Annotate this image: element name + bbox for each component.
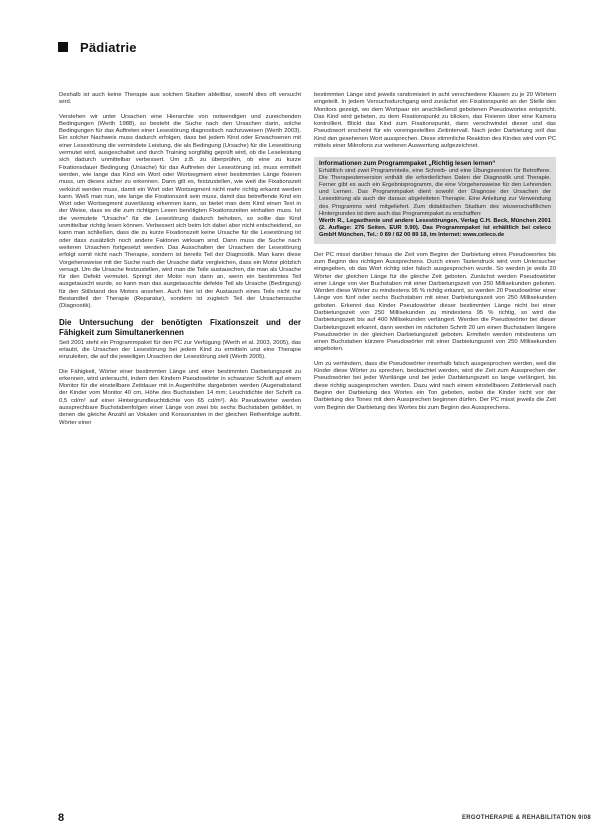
section-heading: Die Untersuchung der benötigten Fixationszeit und der Fähigkeit zum Simultanerkennen	[59, 317, 301, 337]
page-header	[58, 40, 137, 54]
journal-footer: ERGOTHERAPIE & REHABILITATION 9/08	[462, 815, 591, 821]
right-column	[314, 92, 556, 419]
right-paragraph: Um zu verhindern, dass die Pseudowörter innerhalb falsch ausgesprochen werden, weil die Kinder diese Wörter zu sprechen, beobachtet werden, wird die Zeit zum Aussprechen der Pseudowörter bei jeder Wortlänge und bei jeder Darbietungszeit so lange verlängert, bis diese richtig ausgesprochen werden. Dazu wird nach einem einstellbaren Zeitintervall nach Beginn der Darbietung des Wortes ein Ton geboten, wobei die Kinder nicht vor der Darbietung des Tones mit dem Aussprechen beginnen dürfen. Der PC misst jeweils die Zeit vom Beginn der Darbietung des Wortes bis zum Beginn des Aussprechens.	[314, 360, 556, 411]
info-box-title: Informationen zum Programmpaket „Richtig lesen lernen“	[319, 160, 496, 168]
left-paragraph: Die Fähigkeit, Wörter einer bestimmten Länge und einer bestimmten Darbietungszeit zu erkennen, wird untersucht, indem den Kindern Pseudowörter in schwarzer Schrift auf einem Monitor für die einstellbare Zeitdauer mit in Augenhöhe dargeboten werden (Augenabstand der Kinder vom Monitor 40 cm, Höhe des Buchstaben 14 mm; Leuchtdichte der Schrift ca 0,5 cd/m² auf einer Hintergrundleuchtdichte von 65 cd/m²). Als Pseudowörter werden aussprechbare Buchstabenfolgen einer Länge von zwei bis sechs Buchstaben gebildet, in denen die gleiche Anzahl an Vokalen und Konsonanten in der gleichen Reihenfolge auftritt. Wörter einer	[59, 368, 301, 426]
right-paragraph: bestimmten Länge sind jeweils randomisiert in acht verschiedene Klassen zu je 20 Wörtern eingeteilt. In jedem Versuchsdurchgang wird zunächst ein Fixationspunkt an der Stelle des Monitors gezeigt, wo dem Wortpaar ein anschließend gebotenen Pseudowortes entspricht. Das Kind wird gebeten, zu dem Fixationspunkt zu blicken, das Fixieren über eine Kamera kontrolliert. Blickt das Kind zum Fixationspunkt, dann verschwindet dieser und das Pseudowort erscheint für ein voreingestelltes Zeitintervall. Nach jeder Darbietung soll das Kind den gesehenen Wort aussprechen. Diese stimmliche Reaktion des Kindes wird vom PC mittels einer Mikrofons zur weiteren Auswertung aufgezeichnet.	[314, 92, 556, 150]
left-column	[59, 92, 301, 434]
left-paragraph: Deshalb ist auch keine Therapie aus solchen Studien ableitbar, sowohl dies oft versucht wird.	[59, 92, 301, 106]
section-title: Pädiatrie	[80, 39, 137, 55]
section-marker-square	[58, 42, 68, 52]
right-paragraph: Der PC misst darüber hinaus die Zeit vom Beginn der Darbietung eines Pseudowortes bis zum Beginn des richtigen Aussprechens. Durch einen Tastendruck wird vom Untersucher eingegeben, ob das Wort richtig oder falsch ausgesprochen wurde. So werden je weils 20 Wörter der gleichen Länge für die gleiche Zeit geboten. Zunächst werden Pseudowörter einer Länge von vier Buchstaben mit einer Darbietungszeit von 250 Millisekunden geboten. Werden diese Wörter zu mindestens 95 % richtig erkannt, so werden 20 Pseudowörter einer Länge von fünf oder sechs Buchstaben mit einer Darbietungszeit von 250 Millisekunden geboten. Erkennt das Kinder Pseudowörter dieser bestimmten Länge nicht bei einer Darbietungszeit von 250 Millisekunden zu mindestens 95 % richtig, so wird die Darbietungszeit bis auf 400 Millisekunden verlängert. Werden die Pseudowörter bei dieser Darbietungszeit erkannt, dann werden im nächsten Schritt 20 um einen Buchstaben längere Pseudowörter in der gleichen Darbietungszeit geboten. Ermitteln werden mindestens um einen Buchstaben kürzere Pseudowörter mit einer Darbietungszeit von 250 Millisekunden angeboten.	[314, 251, 556, 353]
left-paragraph: Seit 2001 steht ein Programmpaket für den PC zur Verfügung (Werth et al. 2003, 2005), das erlaubt, die Ursachen der Lesestörung bei jedem Kind zu ermitteln und eine Therapie einzuleiten, die auf die jeweiligen Ursachen der Lesestörung zielt (Werth 2005).	[59, 339, 301, 361]
info-box-body: Erhältlich sind zwei Programmteile, eine Schreib- und eine Übungsversion für Betroffene. Die Therapeutenversion enthält die erforderlichen Daten der Diagnostik und Therapie. Ferner gibt es auch ein Ergebnisprogramm, die eine Vorgehensweise für den Lehrenden und Lernen. Das Programmpaket dient sowohl der Diagnose der Ursachen der Lesestörung als auch der daraus abgeleiteten Therapie. Eine Anleitung zur Verwendung des Programms wird mitgeliefert. Zum didaktischen Studium des wissenschaftlichen Hintergrundes ist dem auch das Programmpaket zu erschaffen:	[319, 167, 551, 217]
info-box	[314, 157, 556, 243]
left-paragraph: Verstehen wir unter Ursachen eine Hierarchie von notwendigen und zureichenden Bedingungen (Werth 1988), so besteht die Suche nach den Ursachen darin, solche Bedingungen für das Auftreten einer Lesestörung diagnostisch nachzuweisen (Werth 2003). Ein solcher Nachweis muss dadurch erfolgen, dass bei jedem Kind oder Erwachsenen mit einer Lesestörung die vermindete Leistung, die als Bedingung (Ursache) für die Lesestörung vermutet wird, ausgeschaltet und durch Training sorgfältig geprüft wird, ob die Leseleistung sich dadurch unmittelbar verbessert. Um z.B. zu überprüfen, ob eine zu kurze Fixationsdauer Bedingung (Ursache) für das Auftreten der Lesestörung ist, muss ermittelt werden, wie lange das Kind ein Wort oder Wortsegment einer bestimmten Länge fixieren muss, um dieses sicher zu erkennen. Dann gilt es, festzustellen, wie weit die Fixationszeit verkürzt werden muss, damit ein Wort oder Wortsegment nicht mehr richtig erkannt werden kann. Weiß man nun, wie lange die Fixationszeit sein muss, damit das betreffende Kind ein Wort oder Wortsegment zuverlässig erkennen kann, so bietet man dem Kind einen Text in der Weise, dass es die zum richtigen Lesen benötigten Fixationszeiten einhalten muss. Ist die vermutete "Ursache" für die Lesestörung dadurch behoben, so sollte das Kind unmittelbar richtig lesen können. Verbessert sich beim Ich dabei aber nicht entscheidend, so kann man schließen, dass die zu kurze Fixationszeit keine Ursache für die Lesestörung ist oder dass zusätzlich noch andere Faktoren wirksam sind. Dann muss die Suche nach weiteren Ursachen fortgesetzt werden. Das Ausschalten der Ursachen der Lesestörung erfolgt somit nicht nach Therapie, sondern ist bereits Teil der Diagnostik. Man kann diese Vorgehensweise mit der Suche nach der Ursache dafür vergleichen, dass ein Motor plötzlich versagt. Um die Ursache festzustellen, wird man die Teile austauschen, die man als Ursache für den Defekt vermutet. Springt der Motor nun dann an, wenn ein bestimmtes Teil ausgetauscht wurde, so kann man das ausgetauschte defekte Teil als Ursache (Bedingung) für den Stillstand des Motors ansehen. Auch hier ist der Austausch eines Teils nicht nur Bestandteil der Therapie (Reparatur), sondern ist zugleich Teil der Ursachensuche (Diagnostik).	[59, 113, 301, 310]
page-number: 8	[58, 812, 65, 824]
info-box-source: Werth R., Legasthenie und andere Lesestörungen, Verlag C.H. Beck, München 2001 (2. Auflage: 276 Seiten. EUR 9.90). Das Programmpaket ist erhältlich bei celeco GmbH München, Tel.: 0 89 / 82 00 89 18, im Internet: www.celeco.de	[319, 218, 551, 239]
